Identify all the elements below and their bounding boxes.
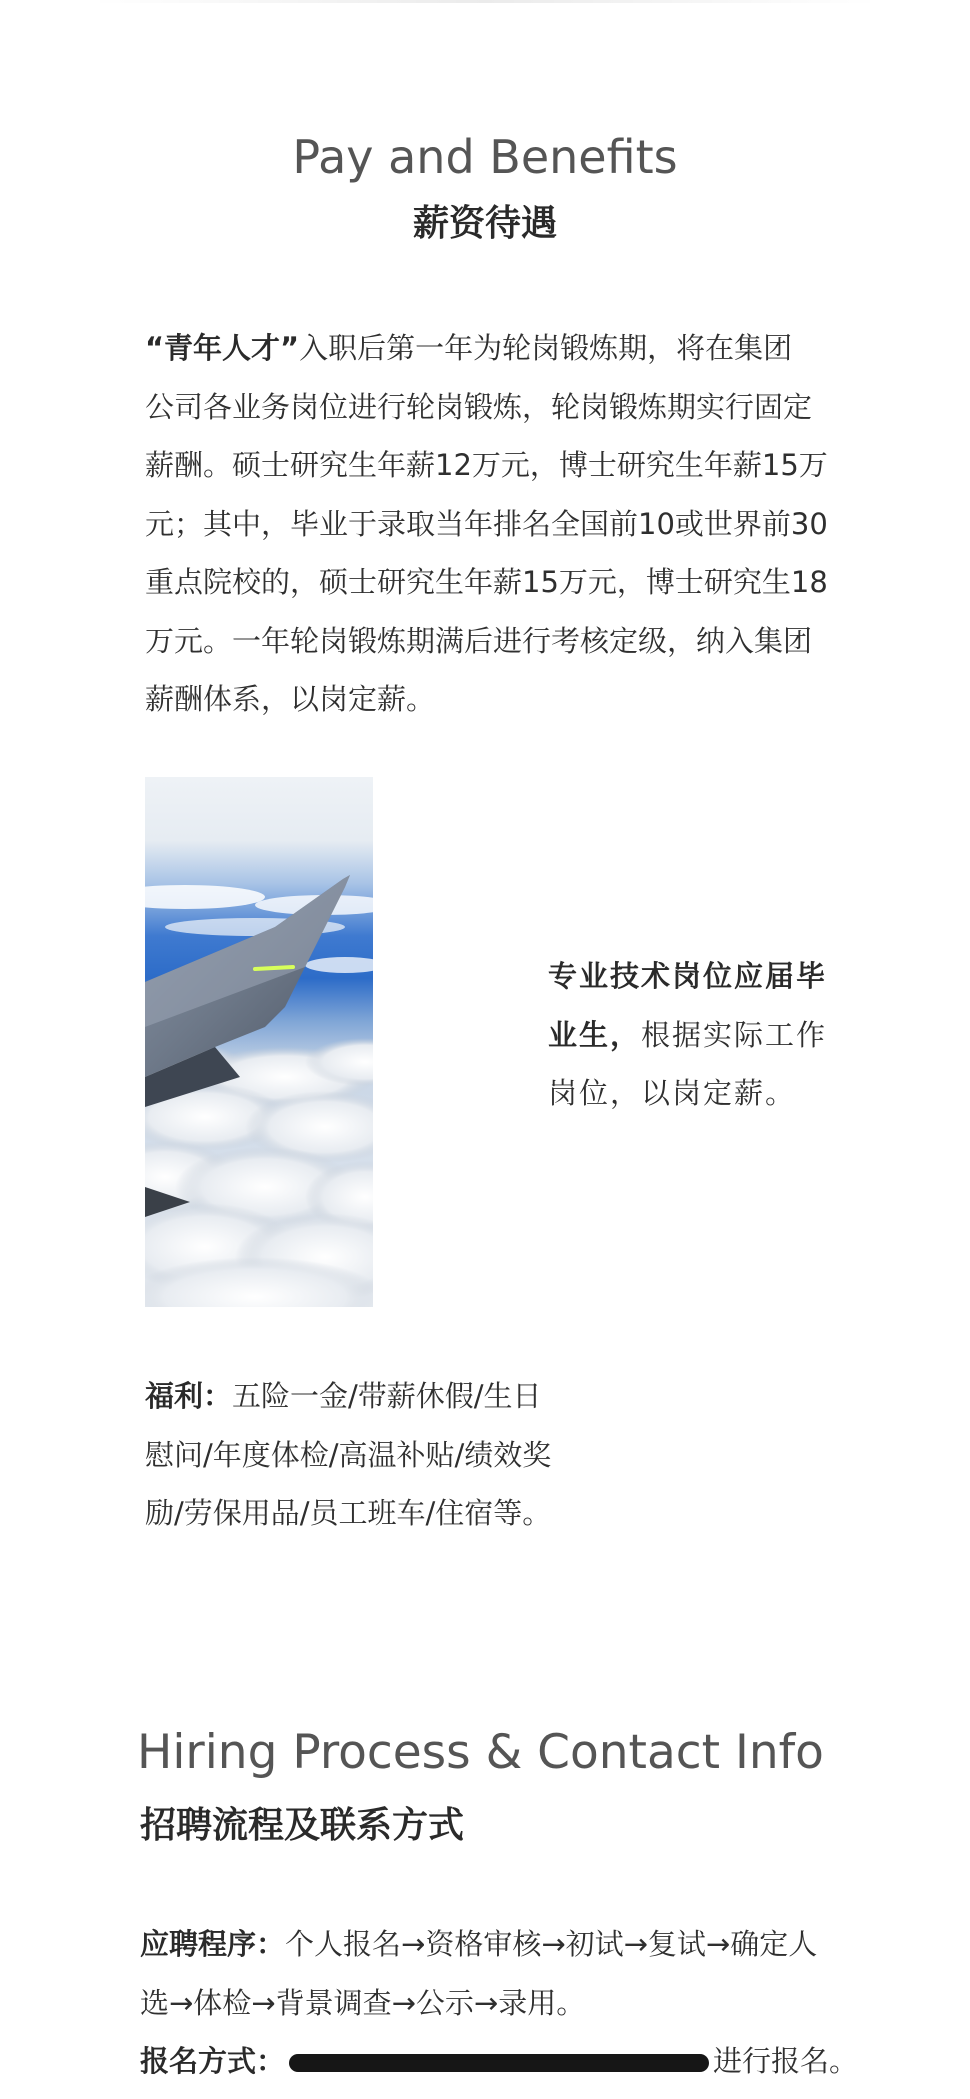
benefits-line-2: 慰问/年度体检/高温补贴/绩效奖 [145,1437,552,1472]
signup-label: 报名方式： [140,2044,286,2078]
pay-line-2: 公司各业务岗位进行轮岗锻炼，轮岗锻炼期实行固定 [145,389,813,424]
hiring-process [140,1915,860,2091]
pay-line-1 [145,319,835,378]
top-divider [90,0,880,3]
benefits-line-1 [145,1367,605,1426]
pay-title-zh: 薪资待遇 [412,203,557,244]
benefits-line-1-text: 五险一金/带薪休假/生日 [232,1379,542,1413]
pay-title-en: Pay and Benefits [292,130,678,184]
pay-line-5: 重点院校的，硕士研究生年薪15万元，博士研究生18 [145,565,828,599]
benefits-label: 福利： [145,1379,233,1413]
hiring-title-en: Hiring Process & Contact Info [137,1725,824,1780]
role-line-2-rest: 根据实际工作 [641,1017,828,1052]
airplane-wing-photo [145,777,373,1307]
role-bold-2: 业生， [548,1017,642,1052]
role-bold-1: 专业技术岗位应届毕 [548,959,828,993]
process-line-2: 选→体检→背景调查→公示→录用。 [140,1985,586,2020]
pay-line-4: 元；其中，毕业于录取当年排名全国前10或世界前30 [145,506,828,541]
benefits-line-3: 励/劳保用品/员工班车/住宿等。 [145,1496,552,1530]
role-line-3: 岗位，以岗定薪。 [548,1076,797,1110]
process-line-1 [140,1915,860,1974]
young-talent-label: “青年人才” [145,331,300,365]
pay-paragraph [145,319,835,729]
signup-tail: 进行报名。 [713,2044,859,2078]
benefits-note [145,1367,605,1543]
redaction-bar [289,2054,709,2072]
signup-line [140,2032,860,2091]
pay-line-6: 万元。一年轮岗锻炼期满后进行考核定级，纳入集团 [145,623,813,658]
pay-line-1-text: 入职后第一年为轮岗锻炼期，将在集团 [299,331,793,365]
role-line-1 [548,947,848,1006]
role-note [548,947,848,1123]
role-line-2 [548,1006,848,1065]
pay-line-7: 薪酬体系，以岗定薪。 [145,682,436,716]
pay-line-3: 薪酬。硕士研究生年薪12万元，博士研究生年薪15万 [145,448,828,482]
process-line-1-text: 个人报名→资格审核→初试→复试→确定人 [285,1927,818,1961]
hiring-title-zh: 招聘流程及联系方式 [140,1805,465,1846]
process-label: 应聘程序： [140,1927,286,1961]
